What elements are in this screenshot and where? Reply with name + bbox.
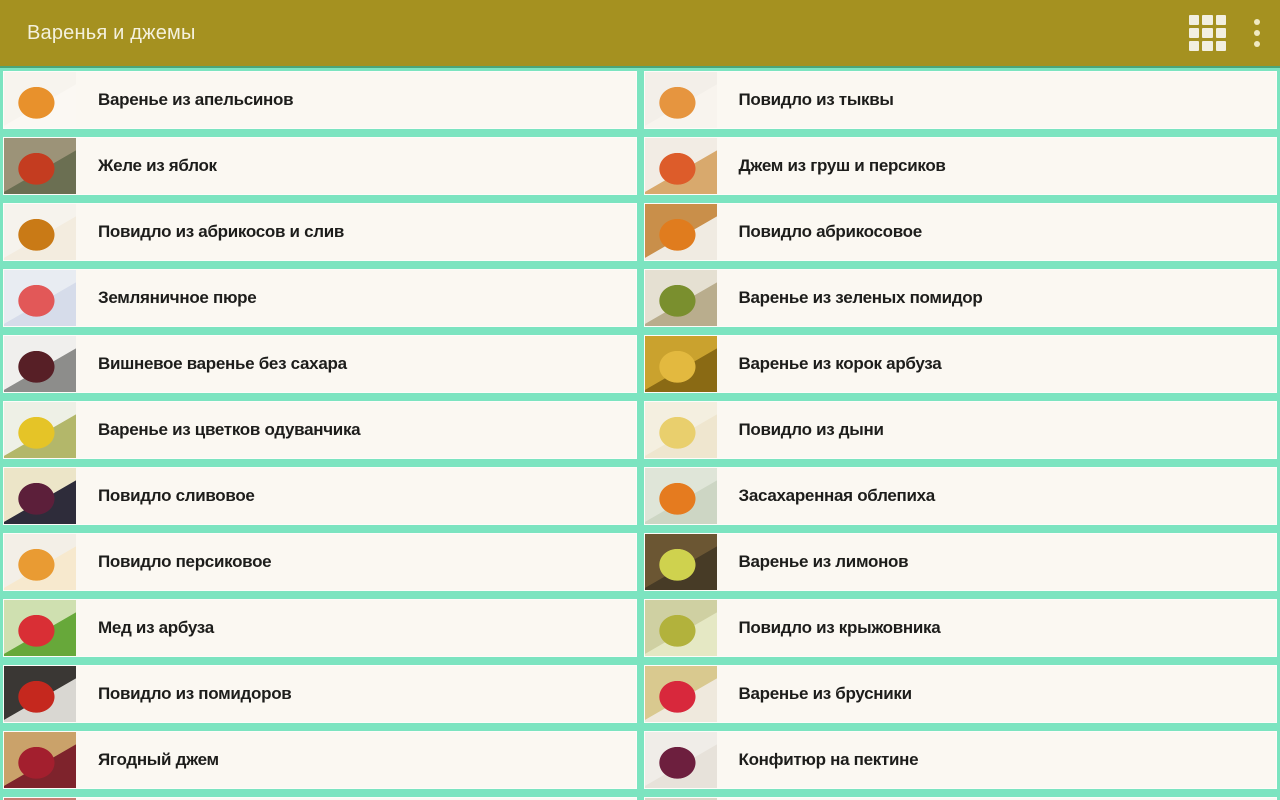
recipe-thumbnail: [4, 600, 76, 656]
recipe-title: Варенье из зеленых помидор: [738, 288, 983, 307]
recipe-thumbnail: [4, 138, 76, 194]
recipe-thumbnail: [4, 468, 76, 524]
recipe-thumbnail: [4, 732, 76, 788]
recipe-item[interactable]: [3, 269, 637, 327]
recipe-thumbnail: [645, 270, 717, 326]
recipe-item[interactable]: [3, 599, 637, 657]
recipe-title: Повидло из абрикосов и слив: [98, 222, 345, 241]
recipe-title: Варенье из корок арбуза: [738, 354, 942, 373]
recipe-item[interactable]: [3, 335, 637, 393]
recipe-item[interactable]: [644, 665, 1278, 723]
recipe-thumbnail: [645, 336, 717, 392]
recipe-thumbnail: [4, 402, 76, 458]
recipe-grid: [0, 68, 1280, 800]
recipe-title: Повидло персиковое: [98, 552, 272, 571]
recipe-thumbnail: [645, 534, 717, 590]
recipe-thumbnail: [645, 204, 717, 260]
recipe-thumbnail: [645, 138, 717, 194]
recipe-title: Повидло сливовое: [98, 486, 255, 505]
recipe-thumbnail: [645, 732, 717, 788]
recipe-title: Мед из арбуза: [98, 618, 214, 637]
recipe-item[interactable]: [644, 401, 1278, 459]
recipe-item[interactable]: [3, 533, 637, 591]
recipe-title: Варенье из лимонов: [738, 552, 909, 571]
recipe-title: Земляничное пюре: [98, 288, 257, 307]
recipe-item[interactable]: [3, 137, 637, 195]
app-bar-actions: [1189, 13, 1266, 53]
recipe-thumbnail: [4, 270, 76, 326]
page-title: Варенья и джемы: [27, 21, 196, 44]
recipe-thumbnail: [645, 402, 717, 458]
recipe-thumbnail: [4, 72, 76, 128]
recipe-title: Повидло из дыни: [738, 420, 884, 439]
recipe-title: Варенье из цветков одуванчика: [98, 420, 361, 439]
recipe-thumbnail: [645, 666, 717, 722]
recipe-title: Повидло абрикосовое: [738, 222, 922, 241]
recipe-title: Повидло из тыквы: [738, 90, 894, 109]
recipe-title: Варенье из брусники: [738, 684, 912, 703]
recipe-item[interactable]: [3, 731, 637, 789]
recipe-item[interactable]: [3, 203, 637, 261]
app-bar: [0, 0, 1280, 68]
recipe-thumbnail: [4, 666, 76, 722]
recipe-item[interactable]: [644, 203, 1278, 261]
recipe-title: Повидло из крыжовника: [738, 618, 941, 637]
recipe-item[interactable]: [644, 71, 1278, 129]
recipe-title: Желе из яблок: [98, 156, 217, 175]
recipe-title: Конфитюр на пектине: [738, 750, 919, 769]
recipe-item[interactable]: [644, 137, 1278, 195]
recipe-thumbnail: [4, 336, 76, 392]
recipe-thumbnail: [645, 72, 717, 128]
recipe-thumbnail: [645, 468, 717, 524]
recipe-title: Повидло из помидоров: [98, 684, 292, 703]
overflow-menu-icon[interactable]: [1248, 13, 1266, 53]
recipe-item[interactable]: [644, 533, 1278, 591]
recipe-title: Джем из груш и персиков: [738, 156, 946, 175]
recipe-item[interactable]: [3, 71, 637, 129]
recipe-item[interactable]: [644, 269, 1278, 327]
recipe-thumbnail: [4, 534, 76, 590]
recipe-item[interactable]: [644, 731, 1278, 789]
recipe-item[interactable]: [644, 335, 1278, 393]
recipe-title: Вишневое варенье без сахара: [98, 354, 347, 373]
recipe-item[interactable]: [644, 467, 1278, 525]
recipe-item[interactable]: [644, 599, 1278, 657]
recipe-item[interactable]: [3, 665, 637, 723]
recipe-item[interactable]: [3, 401, 637, 459]
recipe-title: Варенье из апельсинов: [98, 90, 294, 109]
recipe-item[interactable]: [3, 467, 637, 525]
recipe-thumbnail: [4, 204, 76, 260]
recipe-title: Засахаренная облепиха: [738, 486, 935, 505]
grid-view-icon[interactable]: [1189, 15, 1226, 52]
recipe-thumbnail: [645, 600, 717, 656]
recipe-title: Ягодный джем: [98, 750, 219, 769]
